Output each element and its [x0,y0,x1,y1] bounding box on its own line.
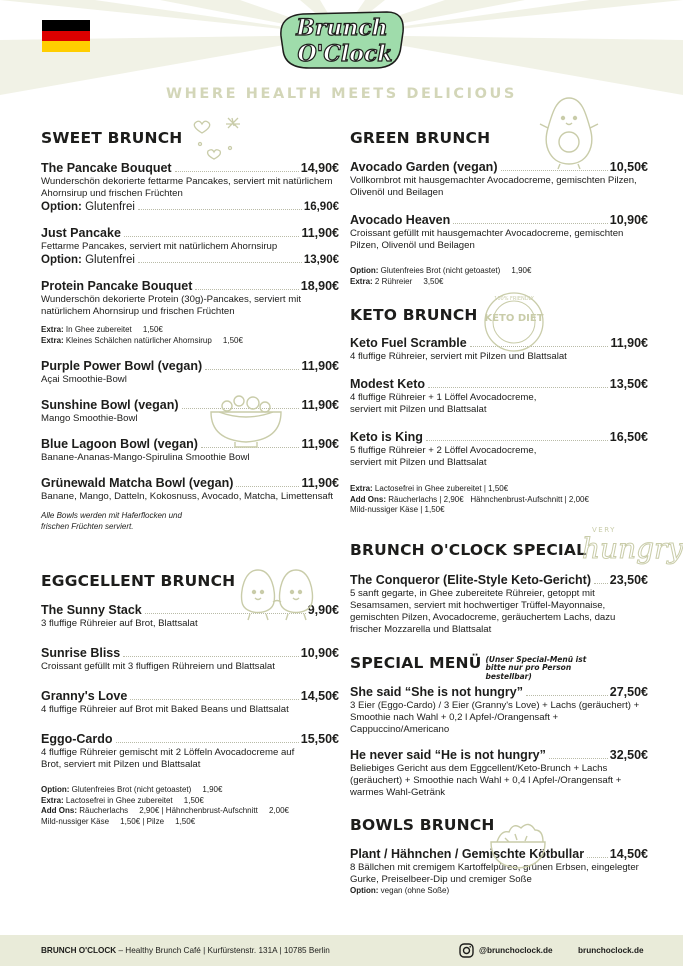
item-price: 14,50€ [300,689,339,703]
item-name: Sunshine Bowl (vegan) [41,398,179,412]
item-name: Modest Keto [350,377,425,391]
menu-item[interactable] [350,748,648,799]
food-bowl-icon [487,816,549,872]
extra-label: Add Ons: [41,806,77,815]
smoothie-bowl-icon [205,388,287,448]
item-name: Blue Lagoon Bowl (vegan) [41,437,198,451]
website-link[interactable]: brunchoclock.de [578,946,644,955]
item-price: 15,50€ [300,732,339,746]
item-price: 11,90€ [301,226,339,240]
item-price: 11,90€ [301,359,339,373]
very-hungry-script [578,518,683,570]
menu-item[interactable] [41,226,339,267]
item-description: Croissant gefüllt mit hausgemachter Avocadocreme, gemischten Pilzen, Olivenöl und Beilagen [350,228,624,251]
item-price: 23,50€ [609,572,648,587]
item-description: Beliebiges Gericht aus dem Eggcellent/Keto-Brunch + Lachs (geräuchert) + Smoothie nach Wahl + 0,4 l Apfel-/Orangensaft + warmes Wahl-Getränk [350,762,622,798]
extra-label: Extra: [41,335,64,345]
item-description: Banane, Mango, Datteln, Kokosnuss, Avocado, Matcha, Limettensaft [41,491,334,502]
menu-item[interactable] [41,398,339,425]
item-price: 11,90€ [301,398,339,412]
item-price: 11,90€ [301,476,339,490]
menu-item[interactable] [350,573,648,636]
logo-line1: Brunch [296,15,388,41]
item-description: 3 fluffige Rühreier auf Brot, Blattsalat [41,618,198,629]
instagram-handle-link[interactable]: @brunchoclock.de [479,946,553,955]
item-price: 32,50€ [609,747,648,762]
instagram-icon[interactable] [459,943,474,958]
brunch-oclock-logo [275,6,409,72]
item-name: Protein Pancake Bouquet [41,279,193,293]
item-price: 14,90€ [300,161,339,175]
item-description: Croissant gefüllt mit 3 fluffigen Rühreiern und Blattsalat [41,661,275,672]
item-price: 10,90€ [300,646,339,660]
item-name: Keto Fuel Scramble [350,336,467,350]
item-name: Granny's Love [41,689,128,703]
extra-text: Glutenfreies Brot (nicht getoastet) 1,90€ [380,266,532,275]
menu-item[interactable] [350,685,648,736]
extra-label: Add Ons: [350,494,386,504]
extra-text: Lactosefrei in Ghee zubereitet 1,50€ [65,795,204,805]
extra-text: In Ghee zubereitet 1,50€ [65,325,163,334]
item-price: 11,90€ [301,437,339,451]
item-price: 14,50€ [609,846,648,861]
extra-text: 2 Rühreier 3,50€ [374,276,444,286]
extra-text: Räucherlachs 2,90€ | Hähnchenbrust-Aufschnitt 2,00€ [79,806,289,815]
option-label: Option: [41,201,82,213]
extra-label: Option: [350,266,379,275]
item-name: The Conqueror (Elite-Style Keto-Gericht) [350,572,591,587]
doodle-hearts-icon [192,112,250,168]
eggs-couple-icon [232,562,324,622]
item-price: 27,50€ [609,684,648,699]
menu-item[interactable] [41,359,339,386]
menu-item[interactable] [41,732,339,771]
item-description: Açai Smoothie-Bowl [41,374,127,385]
section-title-bowls: BOWLS BRUNCH [350,815,495,834]
extra-label: Option: [41,785,70,794]
extra-label: Extra: [41,325,64,334]
option-label: Option: [41,254,82,266]
item-description: Mango Smoothie-Bowl [41,413,138,424]
section-title-special-menu [350,651,648,681]
footer-address [41,935,330,966]
menu-item[interactable] [41,279,339,346]
left-column [41,126,339,827]
item-name: Plant / Hähnchen / Gemischte Kötbullar [350,846,585,861]
extra-text: Mild-nussiger Käse | 1,50€ [350,505,445,514]
extra-text: Räucherlachs | 2,90€ Hähnchenbrust-Aufschnitt | 2,00€ [388,494,589,504]
item-price: 13,50€ [609,377,648,391]
section-title-eggcellent: EGGCELLENT BRUNCH [41,572,236,590]
item-name: Grünewald Matcha Bowl (vegan) [41,476,234,490]
footer-address-text: – Healthy Brunch Café | Kurfürstenstr. 131A | 10785 Berlin [116,946,330,955]
menu-item[interactable] [41,161,339,214]
footer [0,935,683,966]
item-description: 3 Eier (Eggo-Cardo) / 3 Eier (Granny's Love) + Lachs (geräuchert) + Smoothie nach Wahl + 0,2 l Apfel-/Orangensaft + Cappuccino/Americano [350,699,640,735]
special-menu-note: (Unser Special-Menü ist bitte nur pro Person bestellbar) [485,654,587,681]
logo-line2: O'Clock [297,41,393,67]
script-small: VERY [592,526,616,534]
menu-item[interactable] [41,437,339,464]
menu-item[interactable] [41,689,339,716]
item-name: She said “She is not hungry” [350,684,523,699]
item-description: 4 fluffige Rühreier, serviert mit Pilzen und Blattsalat [350,351,567,362]
section-title-keto: KETO BRUNCH [350,306,478,324]
item-name: Just Pancake [41,226,121,240]
option-text: Glutenfrei [85,201,135,213]
footer-brand: BRUNCH O'CLOCK [41,946,117,955]
avocado-icon [532,92,606,170]
menu-item[interactable] [350,377,648,416]
item-description: Banane-Ananas-Mango-Spirulina Smoothie Bowl [41,452,250,463]
item-name: Avocado Heaven [350,213,451,227]
menu-item[interactable] [350,430,648,469]
item-description: 5 sanft gegarte, in Ghee zubereitete Rühreier, getoppt mit Sesamsamen, serviert mit hochwertiger Trüffel-Mayonnaise, gemischten Pilzen, Avocadocreme, geräuchertem Lachs, dazu frischer Mozzarella und Blattsalat [350,587,616,635]
option-price: 16,90€ [303,201,339,213]
right-column [350,126,648,896]
item-description: Fettarme Pancakes, serviert mit natürlichem Ahornsirup [41,241,278,252]
german-flag-icon[interactable] [42,20,90,52]
section-title-sweet: SWEET BRUNCH [41,129,183,147]
item-description: Vollkornbrot mit hausgemachter Avocadocreme, gemischten Pilzen, Olivenöl und Beilagen [350,175,637,198]
item-price: 11,90€ [610,336,648,350]
item-price: 16,50€ [609,430,648,444]
section-title-green: GREEN BRUNCH [350,129,491,147]
item-description: 8 Bällchen mit cremigem Kartoffelpüree, grünen Erbsen, eingelegter Gurke, Preiselbeer-Dip und cremiger Soße [350,861,639,885]
item-name: Sunrise Bliss [41,646,121,660]
extra-text: Kleines Schälchen natürlicher Ahornsirup 1,50€ [65,335,243,345]
extra-label: Extra: [350,276,373,286]
option-price: 13,90€ [303,254,339,266]
item-price: 18,90€ [300,279,339,293]
item-description: 4 fluffige Rühreier auf Brot mit Baked Beans und Blattsalat [41,704,289,715]
tagline: WHERE HEALTH MEETS DELICIOUS [166,86,517,102]
item-name: He never said “He is not hungry” [350,747,546,762]
menu-item[interactable] [41,646,339,673]
keto-badge-text: KETO DIET [484,313,544,324]
menu-item[interactable] [350,213,648,252]
item-name: Eggo-Cardo [41,732,113,746]
item-name: Avocado Garden (vegan) [350,160,498,174]
item-name: The Pancake Bouquet [41,161,172,175]
script-big: hungry [582,532,683,565]
special-menu-title: SPECIAL MENÜ [350,653,482,672]
item-description: Wunderschön dekorierte Protein (30g)-Pancakes, serviert mit natürlichem Ahornsirup und frischen Früchten [41,294,302,317]
option-text: vegan (ohne Soße) [380,885,450,895]
section-title-special: BRUNCH O'CLOCK SPECIAL [350,540,587,559]
item-description: 5 fluffige Rühreier + 2 Löffel Avocadocreme, serviert mit Pilzen und Blattsalat [350,445,537,468]
extra-text: Mild-nussiger Käse 1,50€ | Pilze 1,50€ [41,816,196,826]
item-price: 10,90€ [609,213,648,227]
extra-label: Extra: [41,795,64,805]
item-name: The Sunny Stack [41,603,142,617]
option-label: Option: [350,885,379,895]
extra-label: Extra: [350,484,373,493]
keto-badge-ring-text: 100% FRIENDLY [494,296,534,302]
item-name: Purple Power Bowl (vegan) [41,359,203,373]
extra-text: Glutenfreies Brot (nicht getoastet) 1,90€ [71,785,223,794]
item-description: Wunderschön dekorierte fettarme Pancakes, serviert mit natürlichem Ahornsirup und frischen Früchten [41,176,333,199]
menu-item[interactable] [41,476,339,503]
item-name: Keto is King [350,430,423,444]
option-text: Glutenfrei [85,254,135,266]
item-price: 9,90€ [307,603,339,617]
extra-text: Lactosefrei in Ghee zubereitet | 1,50€ [374,484,509,493]
keto-diet-badge [478,290,550,354]
item-price: 10,50€ [609,160,648,174]
item-description: 4 fluffige Rühreier gemischt mit 2 Löffeln Avocadocreme auf Brot, serviert mit Pilzen und Blattsalat [41,747,295,770]
item-description: 4 fluffige Rühreier + 1 Löffel Avocadocreme, serviert mit Pilzen und Blattsalat [350,392,537,415]
bowls-note: Alle Bowls werden mit Haferflocken und frischen Früchten serviert. [41,511,182,531]
